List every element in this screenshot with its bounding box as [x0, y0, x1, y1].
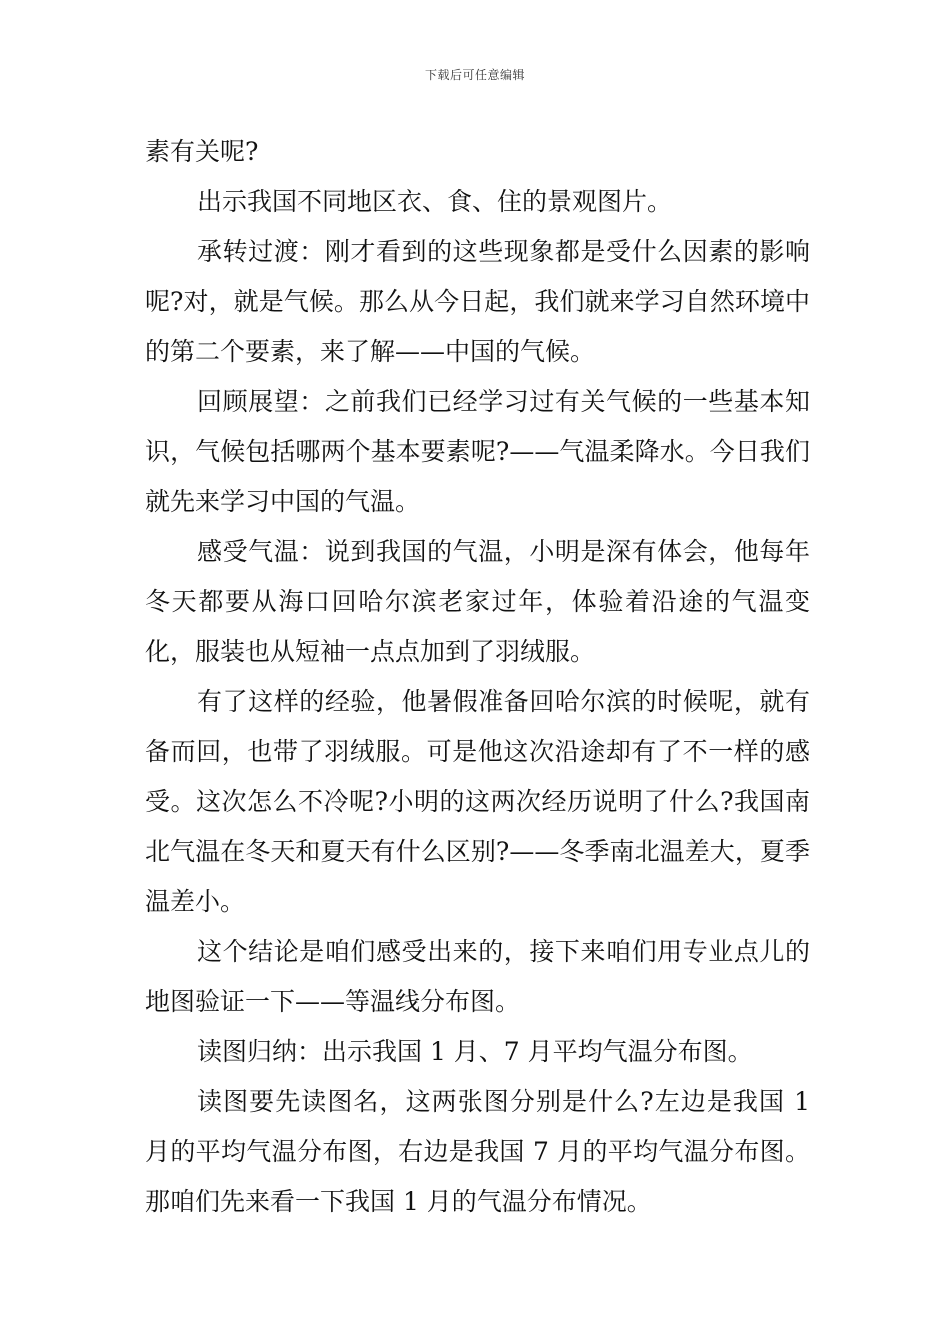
paragraph: 承转过渡：刚才看到的这些现象都是受什么因素的影响呢?对，就是气候。那么从今日起，我们就来学习自然环境中的第二个要素，来了解——中国的气候。	[145, 237, 810, 366]
paragraph: 出示我国不同地区衣、食、住的景观图片。	[197, 187, 673, 216]
paragraph: 读图要先读图名，这两张图分别是什么?左边是我国 1 月的平均气温分布图，右边是我国 7 月的平均气温分布图。那咱们先来看一下我国 1 月的气温分布情况。	[145, 1087, 810, 1216]
paragraph: 回顾展望：之前我们已经学习过有关气候的一些基本知识，气候包括哪两个基本要素呢?——气温柔降水。今日我们就先来学习中国的气温。	[145, 387, 810, 516]
paragraph: 这个结论是咱们感受出来的，接下来咱们用专业点儿的地图验证一下——等温线分布图。	[145, 937, 810, 1016]
page-header: 下载后可任意编辑	[424, 68, 525, 82]
paragraph-continuation: 素有关呢?	[145, 137, 259, 166]
paragraph: 读图归纳：出示我国 1 月、7 月平均气温分布图。	[197, 1037, 753, 1066]
document-body	[145, 127, 810, 1227]
paragraph: 有了这样的经验，他暑假准备回哈尔滨的时候呢，就有备而回，也带了羽绒服。可是他这次沿途却有了不一样的感受。这次怎么不冷呢?小明的这两次经历说明了什么?我国南北气温在冬天和夏天有什么区别?——冬季南北温差大，夏季温差小。	[145, 687, 810, 916]
paragraph: 感受气温：说到我国的气温，小明是深有体会，他每年冬天都要从海口回哈尔滨老家过年，体验着沿途的气温变化，服装也从短袖一点点加到了羽绒服。	[145, 537, 810, 666]
